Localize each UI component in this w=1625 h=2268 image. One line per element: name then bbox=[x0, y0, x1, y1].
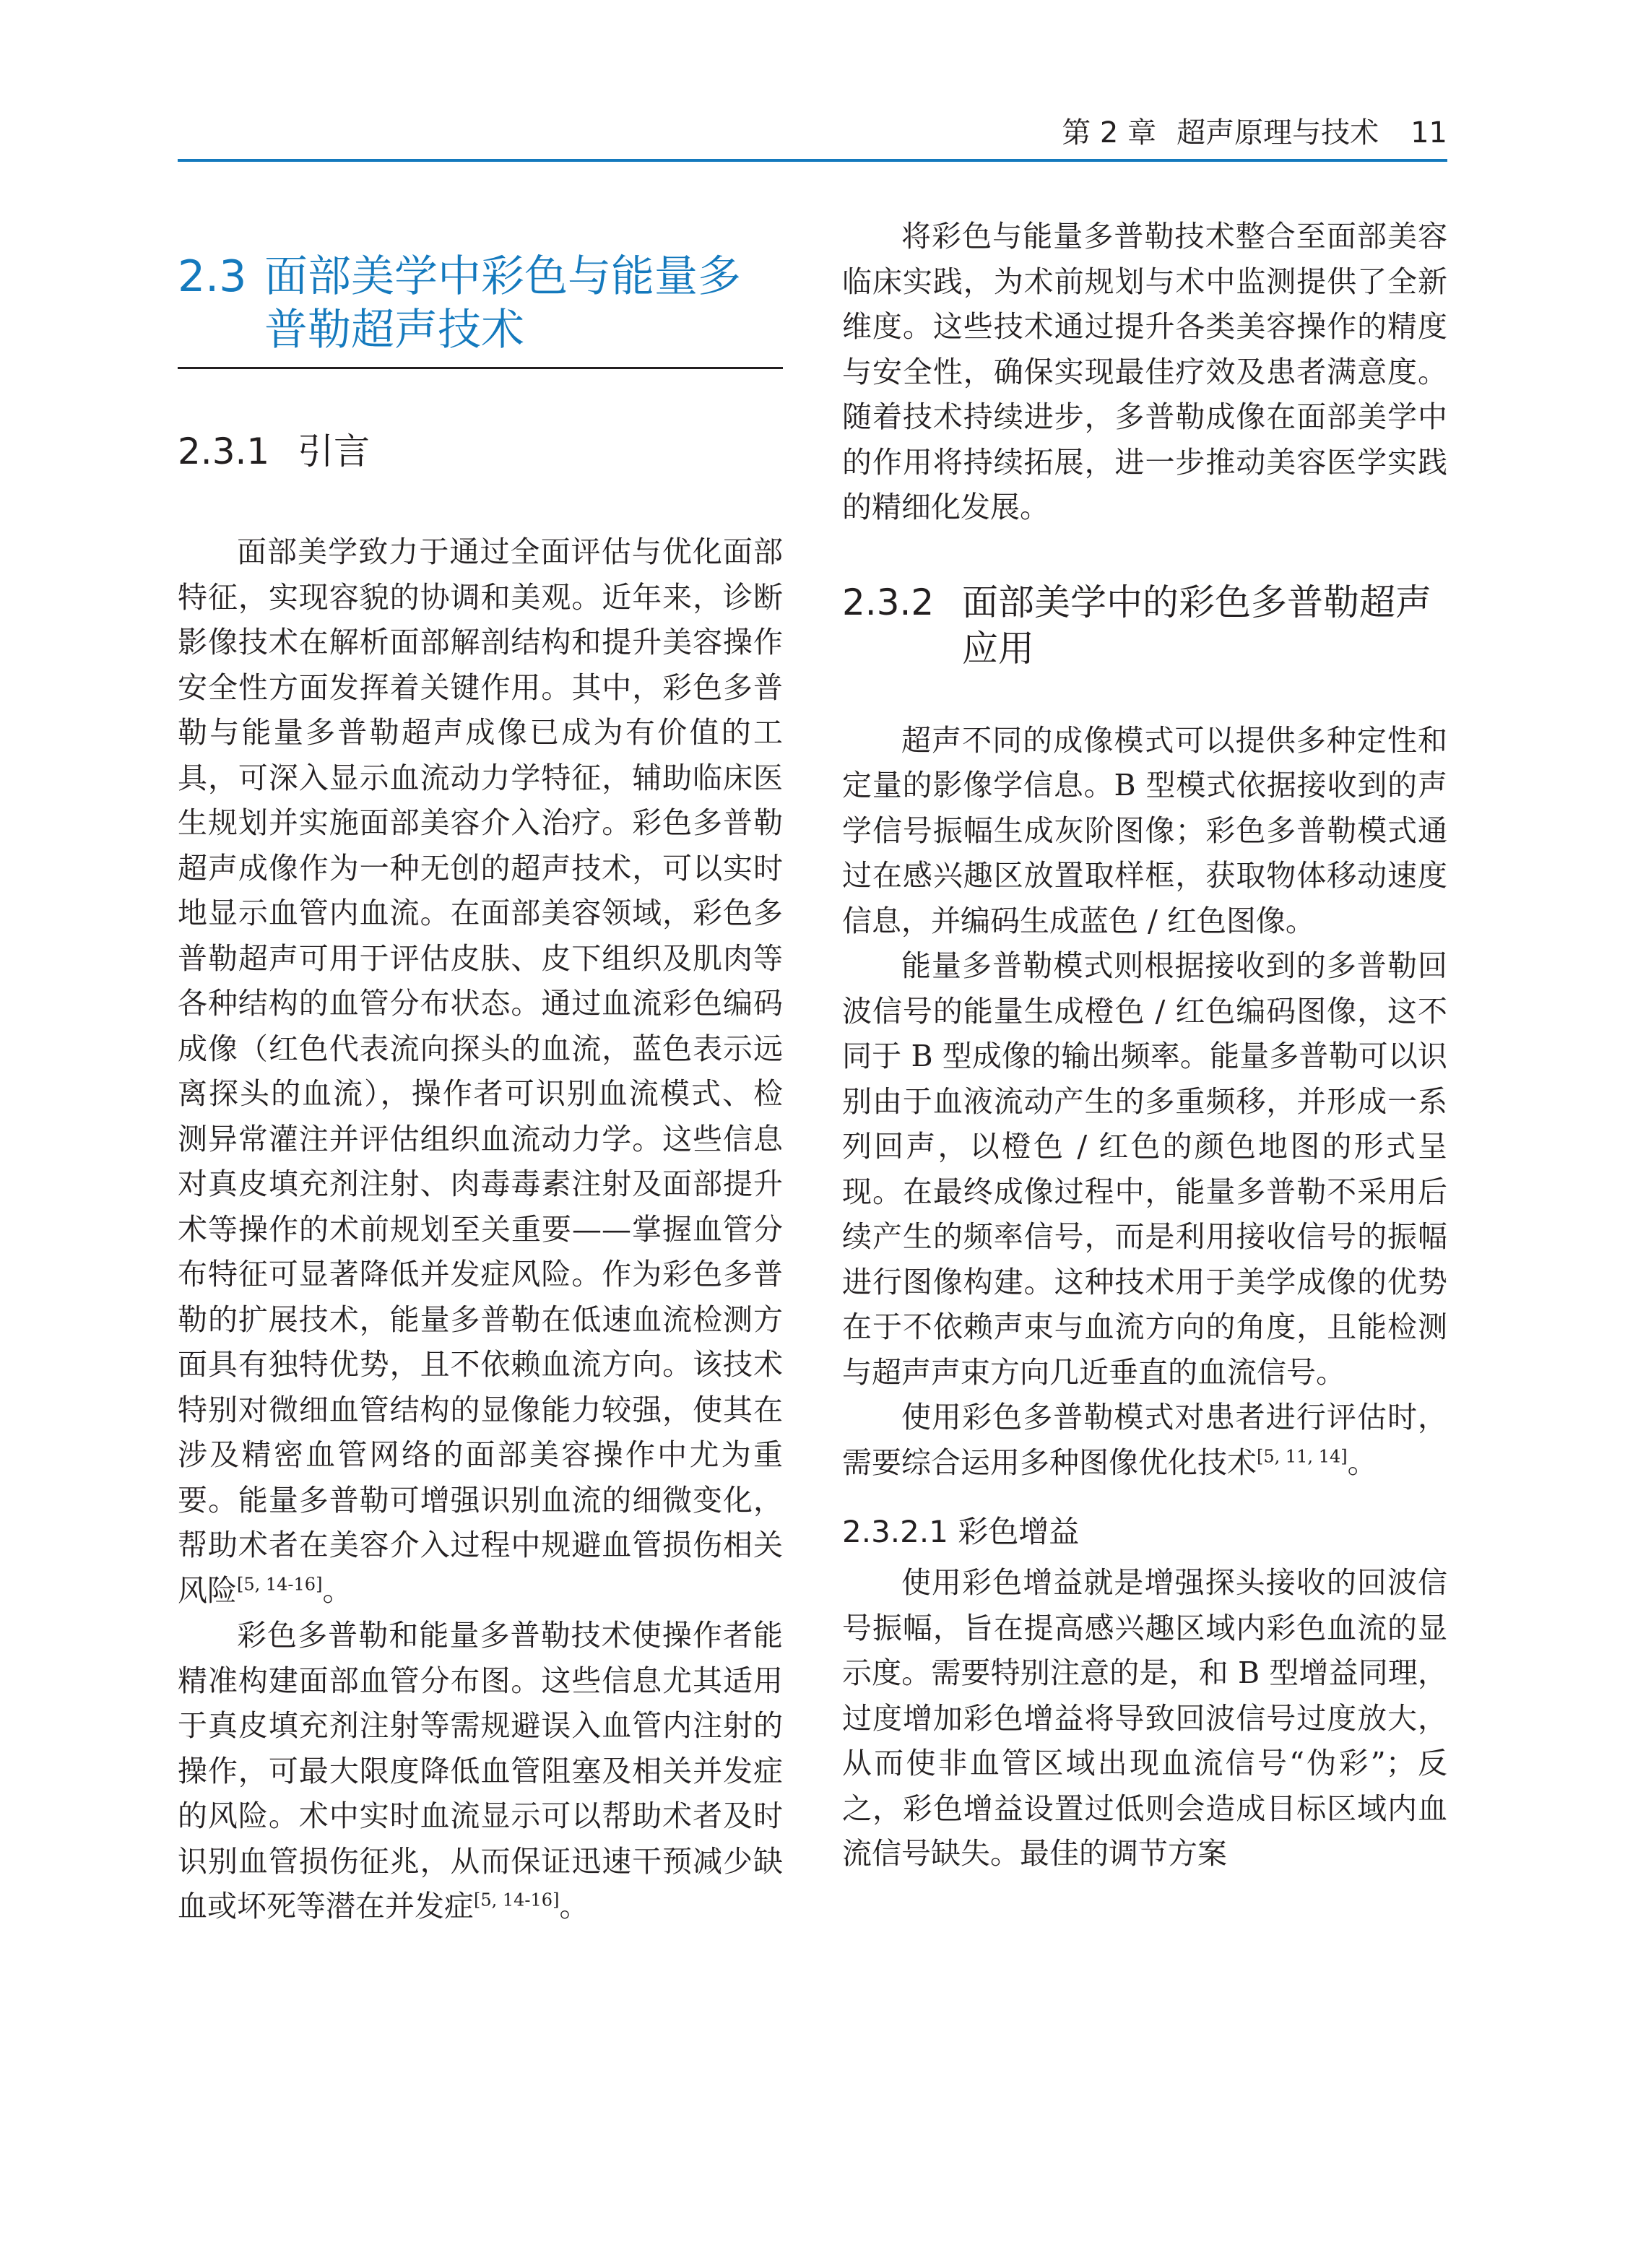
header-title: 超声原理与技术 bbox=[1176, 116, 1379, 150]
header-rule bbox=[178, 159, 1447, 162]
citation: [5, 14-16] bbox=[237, 1573, 323, 1594]
paragraph: 彩色多普勒和能量多普勒技术使操作者能精准构建面部血管分布图。这些信息尤其适用于真皮填充剂注射等需规避误入血管内注射的操作，可最大限度降低血管阻塞及相关并发症的风险。术中实时血流显示可以帮助术者及时识别血管损伤征兆，从而保证迅速干预减少缺血或坏死等潜在并发症[5, 14-16]。 bbox=[178, 1618, 783, 1923]
header-chapter: 第 2 章 bbox=[1062, 116, 1157, 150]
subsection-heading-doppler bbox=[842, 579, 1447, 672]
left-column bbox=[178, 214, 783, 1929]
right-column bbox=[842, 214, 1447, 1877]
paragraph: 使用彩色增益就是增强探头接收的回波信号振幅，旨在提高感兴趣区域内彩色血流的显示度。需要特别注意的是，和 B 型增益同理，过度增加彩色增益将导致回波信号过度放大，从而使非血管区域出现血流信号“伪彩”；反之，彩色增益设置过低则会造成目标区域内血流信号缺失。最佳的调节方案 bbox=[842, 1565, 1447, 1871]
subsection-title: 引言 bbox=[298, 430, 370, 472]
paragraph: 使用彩色多普勒模式对患者进行评估时，需要综合运用多种图像优化技术[5, 11, 14]。 bbox=[842, 1400, 1447, 1480]
subsection-number: 2.3.2 bbox=[842, 581, 935, 623]
citation: [5, 14-16] bbox=[474, 1890, 560, 1910]
paragraph: 能量多普勒模式则根据接收到的多普勒回波信号的能量生成橙色 / 红色编码图像，这不同于 B 型成像的输出频率。能量多普勒可以识别由于血液流动产生的多重频移，并形成一系列回声，以橙色 / 红色的颜色地图的形式呈现。在最终成像过程中，能量多普勒不采用后续产生的频率信号，而是利用接收信号的振幅进行图像构建。这种技术用于美学成像的优势在于不依赖声束与血流方向的角度，且能检测与超声声束方向几近垂直的血流信号。 bbox=[842, 948, 1447, 1390]
citation: [5, 11, 14] bbox=[1257, 1445, 1348, 1466]
page-number: 11 bbox=[1410, 116, 1447, 150]
subsection-number: 2.3.1 bbox=[178, 430, 270, 472]
paragraph: 超声不同的成像模式可以提供多种定性和定量的影像学信息。B 型模式依据接收到的声学信号振幅生成灰阶图像；彩色多普勒模式通过在感兴趣区放置取样框，获取物体移动速度信息，并编码生成蓝色 / 红色图像。 bbox=[842, 722, 1447, 938]
subsection-heading-intro bbox=[178, 428, 783, 475]
section-heading bbox=[178, 250, 783, 369]
subsubsection-heading: 2.3.2.1 彩色增益 bbox=[842, 1514, 1080, 1549]
subsection-title: 面部美学中的彩色多普勒超声应用 bbox=[962, 581, 1431, 670]
section-title: 面部美学中彩色与能量多普勒超声技术 bbox=[264, 251, 741, 355]
section-number: 2.3 bbox=[178, 251, 247, 302]
paragraph: 面部美学致力于通过全面评估与优化面部特征，实现容貌的协调和美观。近年来，诊断影像技术在解析面部解剖结构和提升美容操作安全性方面发挥着关键作用。其中，彩色多普勒与能量多普勒超声成像已成为有价值的工具，可深入显示血流动力学特征，辅助临床医生规划并实施面部美容介入治疗。彩色多普勒超声成像作为一种无创的超声技术，可以实时地显示血管内血流。在面部美容领域，彩色多普勒超声可用于评估皮肤、皮下组织及肌肉等各种结构的血管分布状态。通过血流彩色编码成像（红色代表流向探头的血流，蓝色表示远离探头的血流），操作者可识别血流模式、检测异常灌注并评估组织血流动力学。这些信息对真皮填充剂注射、肉毒毒素注射及面部提升术等操作的术前规划至关重要——掌握血管分布特征可显著降低并发症风险。作为彩色多普勒的扩展技术，能量多普勒在低速血流检测方面具有独特优势，且不依赖血流方向。该技术特别对微细血管结构的显像能力较强，使其在涉及精密血管网络的面部美容操作中尤为重要。能量多普勒可增强识别血流的细微变化，帮助术者在美容介入过程中规避血管损伤相关风险[5, 14-16]。 bbox=[178, 534, 783, 1608]
paragraph: 将彩色与能量多普勒技术整合至面部美容临床实践，为术前规划与术中监测提供了全新维度。这些技术通过提升各类美容操作的精度与安全性，确保实现最佳疗效及患者满意度。随着技术持续进步，多普勒成像在面部美学中的作用将持续拓展，进一步推动美容医学实践的精细化发展。 bbox=[842, 219, 1447, 524]
running-header bbox=[1062, 113, 1447, 153]
